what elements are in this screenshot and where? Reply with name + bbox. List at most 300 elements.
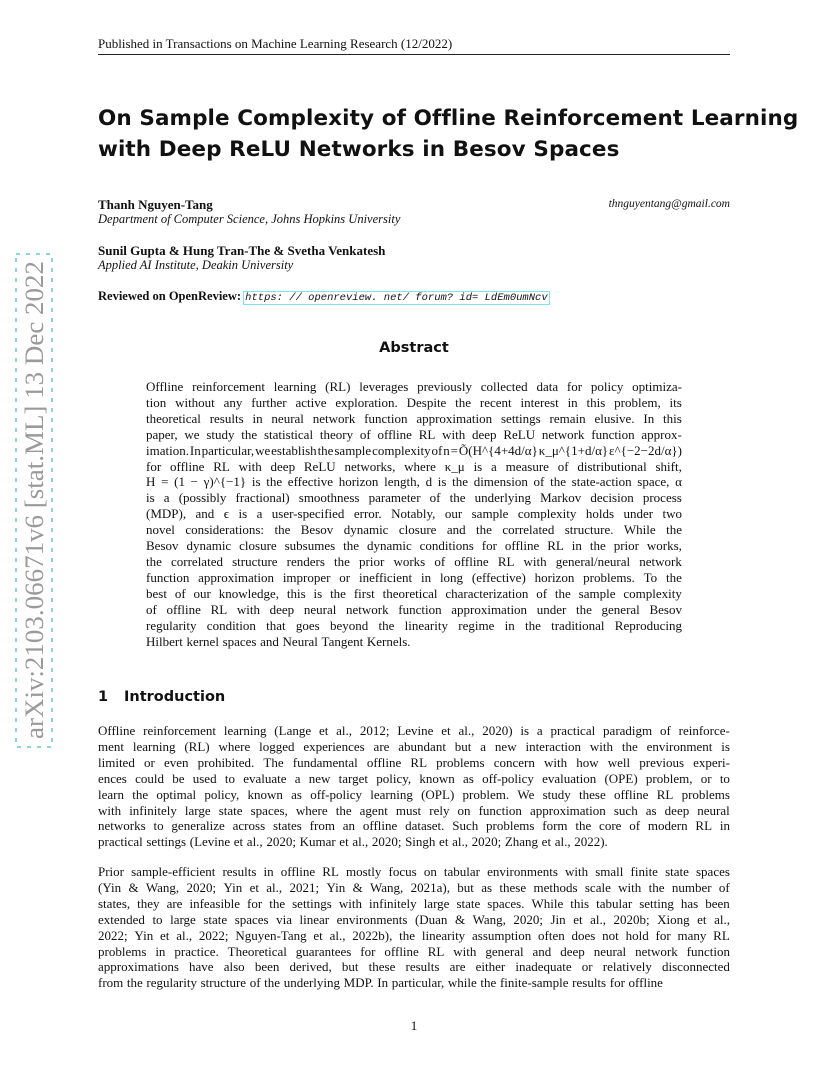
word: network <box>312 410 356 426</box>
word: RL <box>322 864 339 879</box>
word: off-policy <box>310 786 362 802</box>
word: spaces <box>696 864 730 879</box>
word: remain <box>549 410 586 426</box>
word: practical <box>98 834 143 850</box>
word: RL <box>547 538 564 554</box>
word: We <box>517 786 535 802</box>
word: regularity <box>146 975 197 991</box>
para1-line <box>98 787 730 803</box>
word: on <box>457 802 471 818</box>
header-rule <box>98 54 730 55</box>
abstract-line <box>146 459 682 475</box>
word: in <box>719 818 730 834</box>
word: small <box>595 864 624 879</box>
word: a <box>491 458 497 474</box>
word: (Yin <box>98 879 122 895</box>
word: Õ(H^{4+4d/α} <box>458 442 538 458</box>
word: for <box>481 538 497 554</box>
word: regime <box>458 617 495 633</box>
word: problem. <box>462 786 510 802</box>
word: al., <box>246 834 263 850</box>
word: dimension <box>473 474 528 490</box>
word: paradigm <box>603 723 653 738</box>
word: the <box>378 617 395 633</box>
word: of <box>146 601 157 617</box>
word: 2021a), <box>410 879 450 895</box>
word: deep <box>269 601 295 617</box>
word: statistical <box>263 426 314 442</box>
word: this <box>586 394 606 410</box>
word: error. <box>353 506 382 522</box>
word: of <box>359 426 371 442</box>
word: with <box>523 553 547 569</box>
word: problems. <box>583 569 635 585</box>
word: sample-efficient <box>131 864 216 879</box>
word: Despite <box>406 394 447 410</box>
word: infinitely <box>129 802 177 818</box>
word: the <box>449 490 466 506</box>
word: function <box>478 802 522 818</box>
word: collected <box>480 379 528 394</box>
word: underlying <box>474 490 531 506</box>
word: in <box>155 943 166 959</box>
word: large <box>184 802 211 818</box>
word: ment <box>98 738 124 754</box>
word: network <box>345 601 389 617</box>
word: mostly <box>346 864 382 879</box>
abstract-heading: Abstract <box>379 340 449 356</box>
word: practice. <box>174 943 219 959</box>
word: the <box>335 802 352 818</box>
word: the <box>264 975 281 991</box>
word: the <box>399 927 416 943</box>
word: under <box>623 506 654 522</box>
word: does <box>571 927 596 943</box>
word: Besov <box>649 601 682 617</box>
word: network <box>541 426 585 442</box>
word: Offline <box>98 723 136 738</box>
word: approx- <box>641 426 682 442</box>
word: in <box>263 864 274 879</box>
word: d <box>425 474 433 490</box>
word: Neural <box>282 633 318 649</box>
word: In <box>377 975 389 991</box>
word: or <box>143 754 155 770</box>
word: leverages <box>359 379 409 394</box>
abstract-line <box>146 554 682 570</box>
word: & <box>454 911 466 927</box>
word: sample <box>471 506 509 522</box>
word: deep <box>270 458 296 474</box>
word: the <box>343 538 360 554</box>
word: to <box>152 911 163 927</box>
word: for <box>146 458 162 474</box>
word: with <box>543 754 568 770</box>
word: space, <box>637 474 670 490</box>
word: or <box>700 770 712 786</box>
word: a <box>163 490 170 506</box>
word: general <box>601 601 640 617</box>
word: is <box>146 490 155 506</box>
word: of <box>174 585 186 601</box>
word: linearity <box>421 927 466 943</box>
para1-line <box>98 771 730 787</box>
word: practical <box>550 723 596 738</box>
word: or <box>339 569 351 585</box>
word: its <box>669 394 682 410</box>
word: a <box>294 770 301 786</box>
word: offline <box>362 818 398 834</box>
word: long <box>439 569 464 585</box>
word: tion <box>146 394 167 410</box>
word: (Duan <box>414 911 448 927</box>
running-head: Published in Transactions on Machine Learning Research (12/2022) <box>98 36 453 51</box>
para1-line <box>98 834 730 850</box>
word: problem, <box>645 770 693 786</box>
word: To <box>643 569 658 585</box>
word: are <box>166 895 183 911</box>
word: environments <box>487 864 558 879</box>
word: 2022; <box>198 927 229 943</box>
intro-paragraph-2 <box>98 864 730 991</box>
abstract-line <box>146 538 682 554</box>
word: with <box>453 943 477 959</box>
word: the <box>330 585 346 601</box>
word: is <box>251 474 261 490</box>
word: been <box>705 895 730 911</box>
word: settings <box>500 410 541 426</box>
word: has <box>680 895 699 911</box>
word: many <box>677 927 707 943</box>
word: settings <box>292 895 332 911</box>
word: reinforce- <box>678 723 730 738</box>
word: 2020b; <box>613 911 650 927</box>
word: or <box>581 959 593 975</box>
abstract-line <box>146 618 682 634</box>
word: Jin <box>550 911 566 927</box>
para2-line <box>98 975 730 991</box>
word: characterization <box>445 585 529 601</box>
word: closure <box>239 538 277 554</box>
word: α <box>675 474 682 490</box>
word: works <box>393 553 426 569</box>
word: even <box>163 754 189 770</box>
word: known <box>419 770 455 786</box>
word: logged <box>259 738 295 754</box>
word: Such <box>452 818 479 834</box>
word: Levine <box>397 723 434 738</box>
word: et <box>339 834 349 850</box>
word: finite <box>630 864 658 879</box>
word: the <box>274 522 291 538</box>
word: (OPL) <box>421 786 455 802</box>
word: the <box>452 474 468 490</box>
word: RL <box>210 601 228 617</box>
abstract-line <box>146 443 682 459</box>
word: establish <box>271 442 317 458</box>
word: RL <box>713 927 730 943</box>
word: function <box>364 410 408 426</box>
word: fractional) <box>235 490 290 506</box>
word: learning <box>223 723 267 738</box>
word: the <box>146 553 162 569</box>
para2-line <box>98 880 730 896</box>
para2-line <box>98 896 730 912</box>
word: while <box>447 975 477 991</box>
word: but <box>341 959 359 975</box>
word: offline <box>504 538 540 554</box>
word: this <box>286 585 306 601</box>
word: is <box>437 474 447 490</box>
para1-line <box>98 803 730 819</box>
word: large <box>423 895 450 911</box>
word: settings <box>146 834 187 850</box>
word: of <box>434 553 446 569</box>
word: Singh <box>405 834 436 850</box>
word: have <box>189 959 214 975</box>
word: 2022; <box>98 927 128 943</box>
word: distributional <box>577 458 647 474</box>
para2-line <box>98 912 730 928</box>
word: al., <box>554 834 571 850</box>
word: large <box>170 911 196 927</box>
openreview-link[interactable]: https: // openreview. net/ forum? id= LdEm0umNcv <box>245 292 548 304</box>
word: the <box>241 426 258 442</box>
word: correlated <box>171 553 223 569</box>
word: et <box>160 927 170 943</box>
word: we <box>255 442 271 458</box>
word: optimiza- <box>632 379 682 394</box>
word: exploration. <box>335 394 398 410</box>
word: general/neural <box>555 553 631 569</box>
word: prior <box>613 538 639 554</box>
word: = <box>161 474 169 490</box>
abstract-body <box>146 379 682 649</box>
word: reinforcement <box>143 723 217 738</box>
word: et <box>439 834 449 850</box>
word: infinitely <box>369 895 417 911</box>
word: they <box>137 895 160 911</box>
word: al., <box>329 927 346 943</box>
abstract-line <box>146 427 682 443</box>
word: = <box>450 442 458 458</box>
word: traditional <box>551 617 605 633</box>
word: Yin <box>326 879 346 895</box>
word: reinforcement <box>192 379 265 394</box>
word: approximations <box>98 959 179 975</box>
word: extended <box>98 911 145 927</box>
word: are <box>373 738 390 754</box>
word: function <box>398 601 442 617</box>
word: as <box>463 770 474 786</box>
word: measure <box>505 458 549 474</box>
abstract-line <box>146 490 682 506</box>
word: to <box>224 770 235 786</box>
word: theory <box>319 426 354 442</box>
word: offline <box>366 754 402 770</box>
section-heading <box>98 689 225 705</box>
word: state <box>456 895 481 911</box>
word: deep <box>560 943 585 959</box>
word: from <box>309 818 335 834</box>
word: the <box>666 569 682 585</box>
word: inadequate <box>515 959 572 975</box>
word: infeasible <box>189 895 240 911</box>
word: 2022b), <box>352 927 393 943</box>
word: target <box>338 770 369 786</box>
word: inefficient <box>358 569 413 585</box>
word: results <box>222 864 257 879</box>
word: offline <box>614 786 649 802</box>
word: agent <box>359 802 388 818</box>
word: correlated <box>502 522 555 538</box>
word: the <box>266 474 283 490</box>
word: hold <box>625 927 649 943</box>
section-number: 1 <box>98 689 109 705</box>
word: network <box>635 943 678 959</box>
word: abundant <box>398 738 446 754</box>
abstract-line <box>146 634 682 650</box>
word: (RL) <box>184 738 210 754</box>
word: without <box>175 394 215 410</box>
word: − <box>190 474 198 490</box>
word: structure <box>200 975 247 991</box>
word: theoretical <box>382 585 438 601</box>
word: to <box>153 818 164 834</box>
word: with <box>565 864 589 879</box>
word: dynamic <box>366 538 412 554</box>
word: (Levine <box>189 834 231 850</box>
word: relatively <box>602 959 652 975</box>
word: of <box>429 490 441 506</box>
word: generalize <box>171 818 225 834</box>
word: In <box>189 442 201 458</box>
word: approximation <box>416 410 493 426</box>
word: results <box>209 410 244 426</box>
word: used <box>192 770 217 786</box>
word: (1 <box>174 474 185 490</box>
abstract-line <box>146 522 682 538</box>
word: off-policy <box>482 770 534 786</box>
arxiv-stamp[interactable] <box>14 253 54 748</box>
word: parameter <box>368 490 421 506</box>
word: function <box>591 426 635 442</box>
word: problems <box>681 786 730 802</box>
word: in <box>567 394 578 410</box>
word: interaction <box>525 738 582 754</box>
word: often <box>538 927 565 943</box>
word: disconnected <box>662 959 730 975</box>
word: spaces. <box>487 895 525 911</box>
word: offline <box>628 975 663 991</box>
abstract-line <box>146 570 682 586</box>
word: scale <box>584 879 611 895</box>
word: the <box>317 442 334 458</box>
word: new <box>494 738 517 754</box>
word: a <box>480 738 487 754</box>
word: RL <box>427 943 445 959</box>
word: considerations: <box>185 522 265 538</box>
word: horizon <box>534 569 575 585</box>
word: (RL) <box>325 379 351 394</box>
word: data <box>536 379 559 394</box>
word: from <box>98 975 124 991</box>
word: Wang, <box>472 911 506 927</box>
word: neural <box>593 943 627 959</box>
word: dataset. <box>405 818 445 834</box>
word: where <box>218 738 251 754</box>
word: Notably, <box>391 506 436 522</box>
word: focus <box>388 864 417 879</box>
word: recent <box>479 394 512 410</box>
word: concern <box>493 754 535 770</box>
word: previous <box>639 754 685 770</box>
abstract-line <box>146 474 682 490</box>
word: linearity <box>404 617 448 633</box>
word: the <box>455 394 472 410</box>
word: state-action <box>571 474 632 490</box>
word: 2020; <box>513 911 543 927</box>
word: across <box>232 818 266 834</box>
word: holds <box>585 506 614 522</box>
word: et <box>249 879 259 895</box>
word: offline <box>384 943 419 959</box>
word: & <box>352 879 363 895</box>
word: in <box>420 569 432 585</box>
page-number: 1 <box>410 1018 418 1033</box>
word: subsumes <box>284 538 336 554</box>
word: study <box>206 426 235 442</box>
para1-line <box>98 723 730 739</box>
word: tabular <box>443 864 481 879</box>
abstract-line <box>146 379 682 395</box>
word: sample <box>334 442 372 458</box>
word: finite-sample <box>499 975 569 991</box>
word: Reproducing <box>614 617 682 633</box>
word: methods <box>533 879 578 895</box>
word: In <box>643 410 655 426</box>
word: for <box>609 975 625 991</box>
word: Wang, <box>145 879 180 895</box>
word: approximation <box>451 601 528 617</box>
word: is <box>520 723 530 738</box>
word: al., <box>352 834 369 850</box>
word: (effective) <box>471 569 526 585</box>
word: 2020; <box>186 879 217 895</box>
word: where <box>295 802 328 818</box>
word: our <box>193 585 211 601</box>
word: with <box>442 426 466 442</box>
word: any <box>223 394 243 410</box>
para1-line <box>98 818 730 834</box>
word: 2020; <box>266 834 296 850</box>
word: best <box>146 585 167 601</box>
word: these <box>499 879 527 895</box>
word: and <box>532 943 552 959</box>
word: this <box>663 410 682 426</box>
word: et <box>697 911 707 927</box>
word: particular, <box>201 442 255 458</box>
word: κ_μ <box>444 458 465 474</box>
word: et <box>233 834 244 850</box>
word: (possibly <box>178 490 227 506</box>
word: Xiong <box>657 911 690 927</box>
abstract-line <box>146 506 682 522</box>
word: structure <box>232 553 278 569</box>
word: smoothness <box>298 490 360 506</box>
word: Offline <box>146 379 184 394</box>
word: interest <box>520 394 559 410</box>
